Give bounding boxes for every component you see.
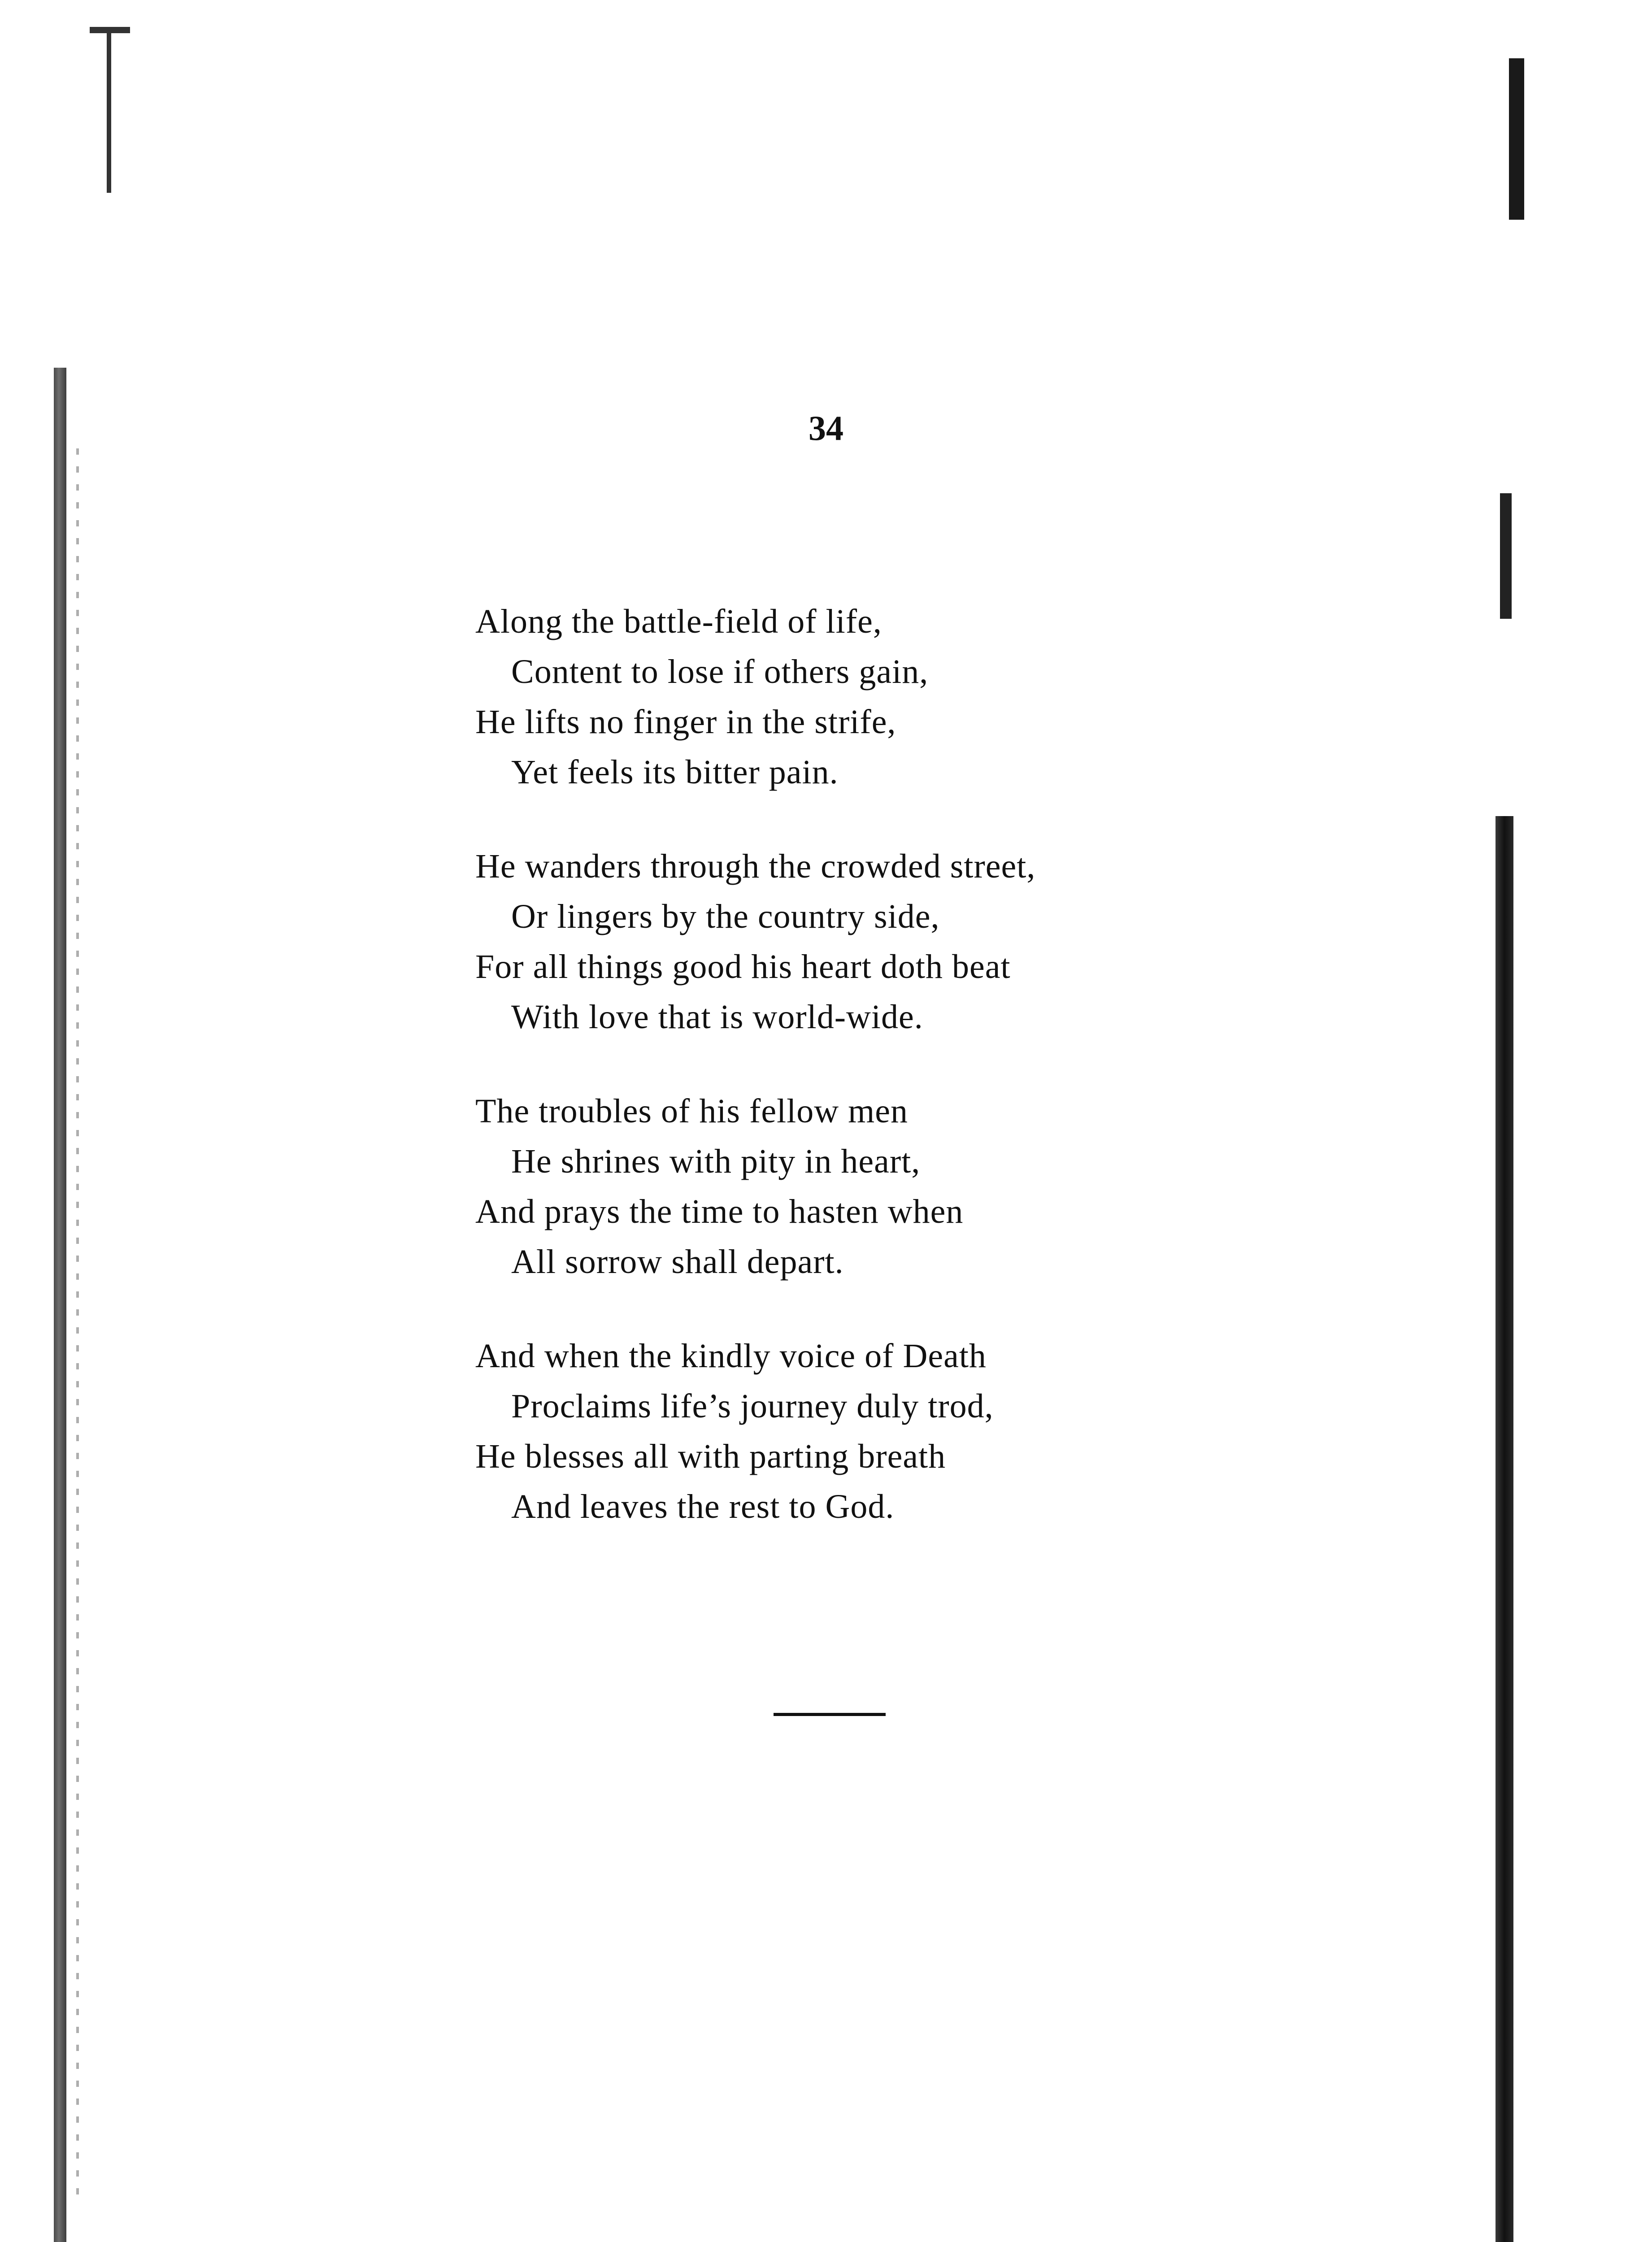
poem-line: And when the kindly voice of Death bbox=[475, 1337, 987, 1375]
stanza bbox=[475, 841, 1238, 1042]
stanza bbox=[475, 1086, 1238, 1287]
page-edge-right-mid bbox=[1500, 493, 1512, 619]
poem-line: Content to lose if others gain, bbox=[511, 653, 929, 691]
poem-line: With love that is world-wide. bbox=[511, 998, 923, 1036]
poem-line: All sorrow shall depart. bbox=[511, 1243, 844, 1281]
poem-line: Yet feels its bitter pain. bbox=[511, 753, 839, 791]
section-divider-rule bbox=[774, 1713, 886, 1716]
page-edge-right-bottom bbox=[1495, 816, 1513, 2242]
poem-line: He shrines with pity in heart, bbox=[511, 1143, 921, 1180]
poem-line: For all things good his heart doth beat bbox=[475, 948, 1011, 986]
page-edge-right-top bbox=[1509, 58, 1524, 220]
poem bbox=[475, 596, 1238, 1576]
poem-line: And leaves the rest to God. bbox=[511, 1488, 895, 1525]
poem-line: Proclaims life’s journey duly trod, bbox=[511, 1387, 994, 1425]
page-number: 34 bbox=[809, 408, 843, 448]
scan-edge-mark bbox=[107, 31, 111, 193]
poem-line: Or lingers by the country side, bbox=[511, 898, 940, 935]
binding-shadow-left bbox=[54, 368, 66, 2242]
poem-line: He blesses all with parting breath bbox=[475, 1438, 946, 1475]
poem-line: Along the battle-field of life, bbox=[475, 603, 882, 640]
binding-speckle-left bbox=[76, 448, 79, 2197]
poem-line: He wanders through the crowded street, bbox=[475, 847, 1036, 885]
stanza bbox=[475, 596, 1238, 797]
poem-line: The troubles of his fellow men bbox=[475, 1092, 909, 1130]
stanza bbox=[475, 1331, 1238, 1532]
poem-line: And prays the time to hasten when bbox=[475, 1193, 964, 1230]
poem-line: He lifts no finger in the strife, bbox=[475, 703, 896, 741]
